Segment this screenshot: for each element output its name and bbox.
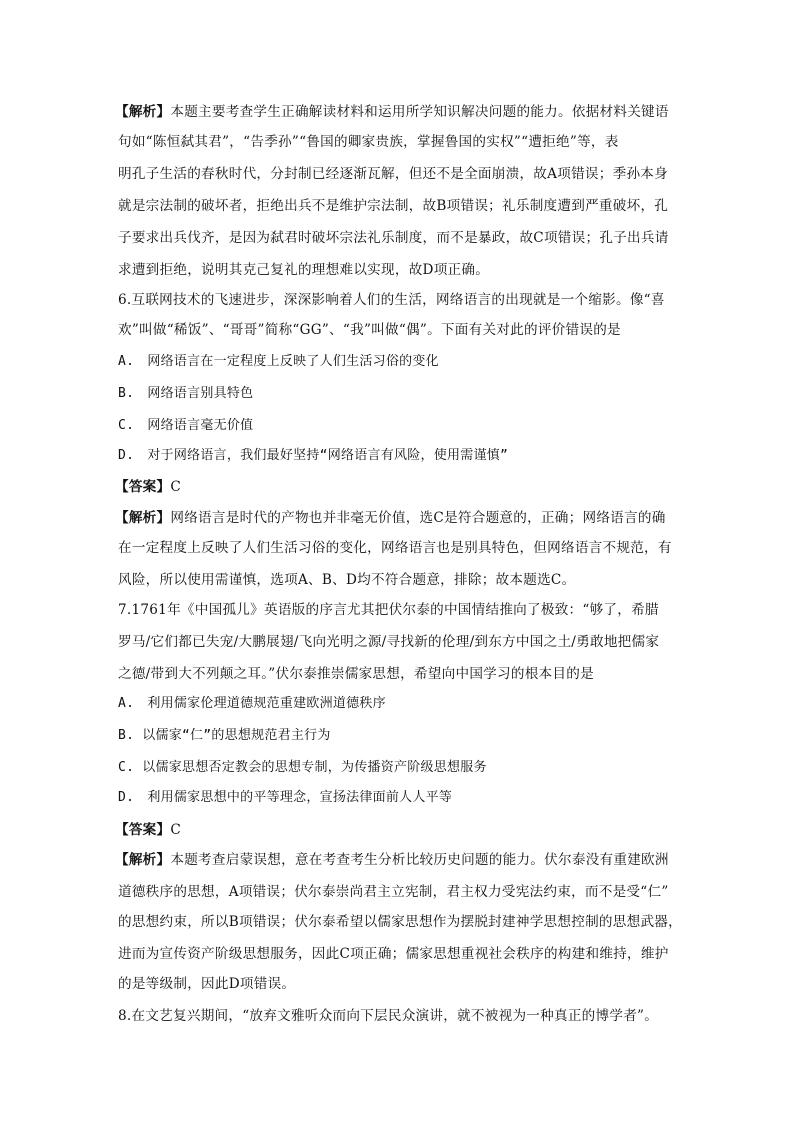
q6-stem-line: 欢”叫做“稀饭”、“哥哥”简称“GG”、“我”叫做“偶”。下面有关对此的评价错误的是 [118,322,621,338]
q5-analysis-line: 就是宗法制的破坏者，拒绝出兵不是维护宗法制，故B项错误；礼乐制度遭到严重破坏，孔 [118,198,669,214]
answer-value: C [170,822,182,838]
q7-answer [115,820,675,840]
answer-value: C [170,479,182,495]
q6-option-b: B. 网络语言别具特色 [118,386,254,401]
q7-stem-line: 罗马/它们都已失宠/大鹏展翅/飞向光明之源/寻找新的伦理/到东方中国之土/勇敢地把儒家 [118,634,660,650]
q8-stem-line: 8.在文艺复兴期间，“放弃文雅听众而向下层民众演讲，就不被视为一种真正的博学者”。 [118,1008,659,1024]
q7-option-b: B. 以儒家“仁”的思想规范君主行为 [118,728,331,743]
q7-analysis-line: 【解析】本题考查启蒙误想，意在考查考生分析比较历史问题的能力。伏尔泰没有重建欧洲 [115,852,669,868]
q5-analysis-line: 【解析】本题主要考查学生正确解读材料和运用所学知识解决问题的能力。依据材料关键语 [115,104,669,120]
q7-option-a: A. 利用儒家伦理道德规范重建欧洲道德秩序 [118,696,386,711]
q5-analysis-line: 句如“陈恒弑其君”，“告季孙”“鲁国的卿家贵族，掌握鲁国的实权”“遭拒绝”等，表 [118,134,619,150]
q5-analysis-line: 求遭到拒绝，说明其克己复礼的理想难以实现，故D项正确。 [118,262,490,278]
q7-option-c: C. 以儒家思想否定教会的思想专制，为传播资产阶级思想服务 [118,760,487,775]
analysis-label: 【解析】 [115,852,171,868]
q7-stem-line: 7.1761年《中国孤儿》英语版的序言尤其把伏尔泰的中国情结推向了极致：“够了，希腊 [118,602,659,618]
q7-stem-line: 之德/带到大不列颠之耳。”伏尔泰推崇儒家思想，希望向中国学习的根本目的是 [118,666,594,682]
answer-label: 【答案】 [115,822,171,838]
q7-option-d: D. 利用儒家思想中的平等理念，宣扬法律面前人人平等 [118,790,453,805]
q6-answer [115,477,675,497]
q6-option-c: C. 网络语言毫无价值 [118,418,254,433]
q7-analysis-line: 道德秩序的思想，A项错误；伏尔泰崇尚君主立宪制，君主权力受宪法约束，而不是受“仁” [118,884,669,900]
q6-analysis-line: 在一定程度上反映了人们生活习俗的变化，网络语言也是别具特色，但网络语言不规范，有 [118,540,672,556]
q6-option-d: D. 对于网络语言，我们最好坚持“网络语言有风险，使用需谨慎” [118,448,509,463]
analysis-label: 【解析】 [115,510,171,526]
q7-analysis-line: 的思想约束，所以B项错误；伏尔泰希望以儒家思想作为摆脱封建神学思想控制的思想武器， [118,914,682,930]
answer-label: 【答案】 [115,479,171,495]
q6-analysis-line: 风险，所以使用需谨慎，选项A、B、D均不符合题意，排除；故本题选C。 [118,572,576,588]
q7-analysis-line: 进而为宣传资产阶级思想服务，因此C项正确；儒家思想重视社会秩序的构建和维持，维护 [118,946,669,962]
q6-option-a: A. 网络语言在一定程度上反映了人们生活习俗的变化 [118,354,439,369]
q5-analysis-line: 明孔子生活的春秋时代，分封制已经逐渐瓦解，但还不是全面崩溃，故A项错误；季孙本身 [118,166,668,182]
analysis-label: 【解析】 [115,104,171,120]
q6-stem-line: 6.互联网技术的飞速进步，深深影响着人们的生活，网络语言的出现就是一个缩影。像“喜 [118,292,665,308]
q6-analysis-line: 【解析】网络语言是时代的产物也并非毫无价值，选C是符合题意的，正确；网络语言的确 [115,510,666,526]
q5-analysis-line: 子要求出兵伐齐，是因为弑君时破坏宗法礼乐制度，而不是暴政，故C项错误；孔子出兵请 [118,230,669,246]
q7-analysis-line: 的是等级制，因此D项错误。 [118,976,296,992]
